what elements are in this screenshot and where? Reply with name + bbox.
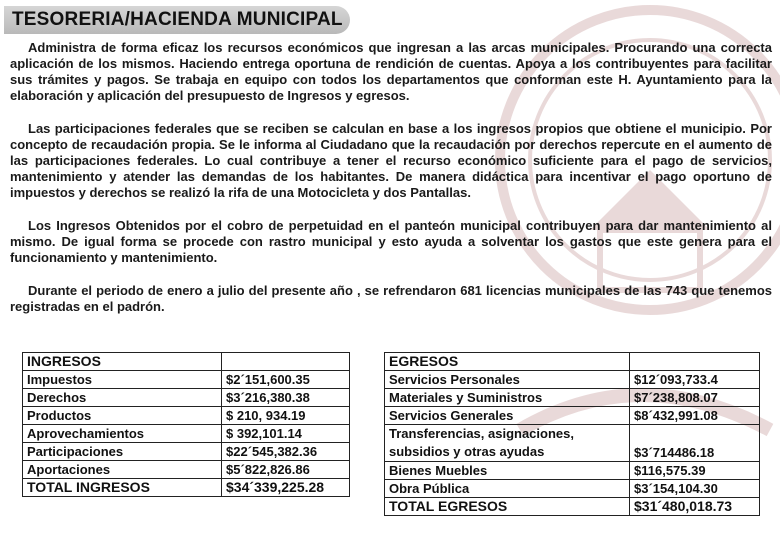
table-header-empty (222, 353, 350, 371)
section-header (4, 6, 350, 34)
row-value: $ 392,101.14 (222, 425, 350, 443)
row-label: Obra Pública (385, 480, 630, 498)
paragraph: Los Ingresos Obtenidos por el cobro de perpetuidad en el panteón municipal contribuyen para dar mantenimiento al mismo. De igual forma se procede con rastro municipal y esto ayuda a solventar los gastos que este genera para el funcionamiento y mantenimiento. (10, 218, 772, 265)
row-value: $3´714486.18 (630, 425, 760, 462)
row-label: Servicios Personales (385, 371, 630, 389)
row-label: Transferencias, asignaciones, subsidios y otras ayudas (385, 425, 630, 462)
row-value: $22´545,382.36 (222, 443, 350, 461)
table-row (385, 407, 760, 425)
total-row (385, 498, 760, 516)
table-header: INGRESOS (23, 353, 222, 371)
row-label: Materiales y Suministros (385, 389, 630, 407)
table-row (385, 371, 760, 389)
row-label: Derechos (23, 389, 222, 407)
table-header-row (385, 353, 760, 371)
table-row (23, 461, 350, 479)
paragraph: Administra de forma eficaz los recursos económicos que ingresan a las arcas municipales. Procurando una correcta aplicación de los mismos. Haciendo entrega oportuna de rendición de cuentas. Apoya a los contribuyentes para facilitar sus trámites y pagos. Se trabaja en equipo con todos los departamentos que conforman este H. Ayuntamiento para la elaboración y aplicación del presupuesto de Ingresos y egresos. (10, 40, 772, 103)
table-row (385, 389, 760, 407)
row-value: $5´822,826.86 (222, 461, 350, 479)
body-text (10, 40, 772, 332)
total-label: TOTAL EGRESOS (385, 498, 630, 516)
row-value: $116,575.39 (630, 462, 760, 480)
table-row (385, 425, 760, 462)
row-label: Bienes Muebles (385, 462, 630, 480)
paragraph: Durante el periodo de enero a julio del presente año , se refrendaron 681 licencias municipales de las 743 que tenemos registradas en el padrón. (10, 283, 772, 314)
row-value: $2´151,600.35 (222, 371, 350, 389)
row-value: $8´432,991.08 (630, 407, 760, 425)
total-label: TOTAL INGRESOS (23, 479, 222, 497)
table-row (23, 389, 350, 407)
row-value: $3´216,380.38 (222, 389, 350, 407)
total-value: $31´480,018.73 (630, 498, 760, 516)
ingresos-table (22, 352, 350, 497)
row-value: $3´154,104.30 (630, 480, 760, 498)
row-label: Servicios Generales (385, 407, 630, 425)
table-header-empty (630, 353, 760, 371)
table-row (385, 480, 760, 498)
table-row (23, 443, 350, 461)
paragraph: Las participaciones federales que se reciben se calculan en base a los ingresos propios que obtiene el municipio. Por concepto de recaudación propia. Se le informa al Ciudadano que la recaudación por derechos repercute en el aumento de las participaciones federales. Lo cual contribuye a tener el recurso económico suficiente para el pago de servicios, mantenimiento y atender las demandas de los habitantes. De manera didáctica para incentivar el pago oportuno de impuestos y derechos se realizó la rifa de una Motocicleta y dos Pantallas. (10, 121, 772, 200)
table-row (23, 371, 350, 389)
row-value: $ 210, 934.19 (222, 407, 350, 425)
row-label: Impuestos (23, 371, 222, 389)
row-label: Participaciones (23, 443, 222, 461)
total-value: $34´339,225.28 (222, 479, 350, 497)
table-header-row (23, 353, 350, 371)
row-label: Productos (23, 407, 222, 425)
page-title: TESORERIA/HACIENDA MUNICIPAL (12, 9, 343, 30)
row-label: Aprovechamientos (23, 425, 222, 443)
table-row (23, 425, 350, 443)
row-value: $12´093,733.4 (630, 371, 760, 389)
egresos-table (384, 352, 760, 516)
row-label: Aportaciones (23, 461, 222, 479)
total-row (23, 479, 350, 497)
table-row (23, 407, 350, 425)
table-header: EGRESOS (385, 353, 630, 371)
table-row (385, 462, 760, 480)
row-value: $7´238,808.07 (630, 389, 760, 407)
